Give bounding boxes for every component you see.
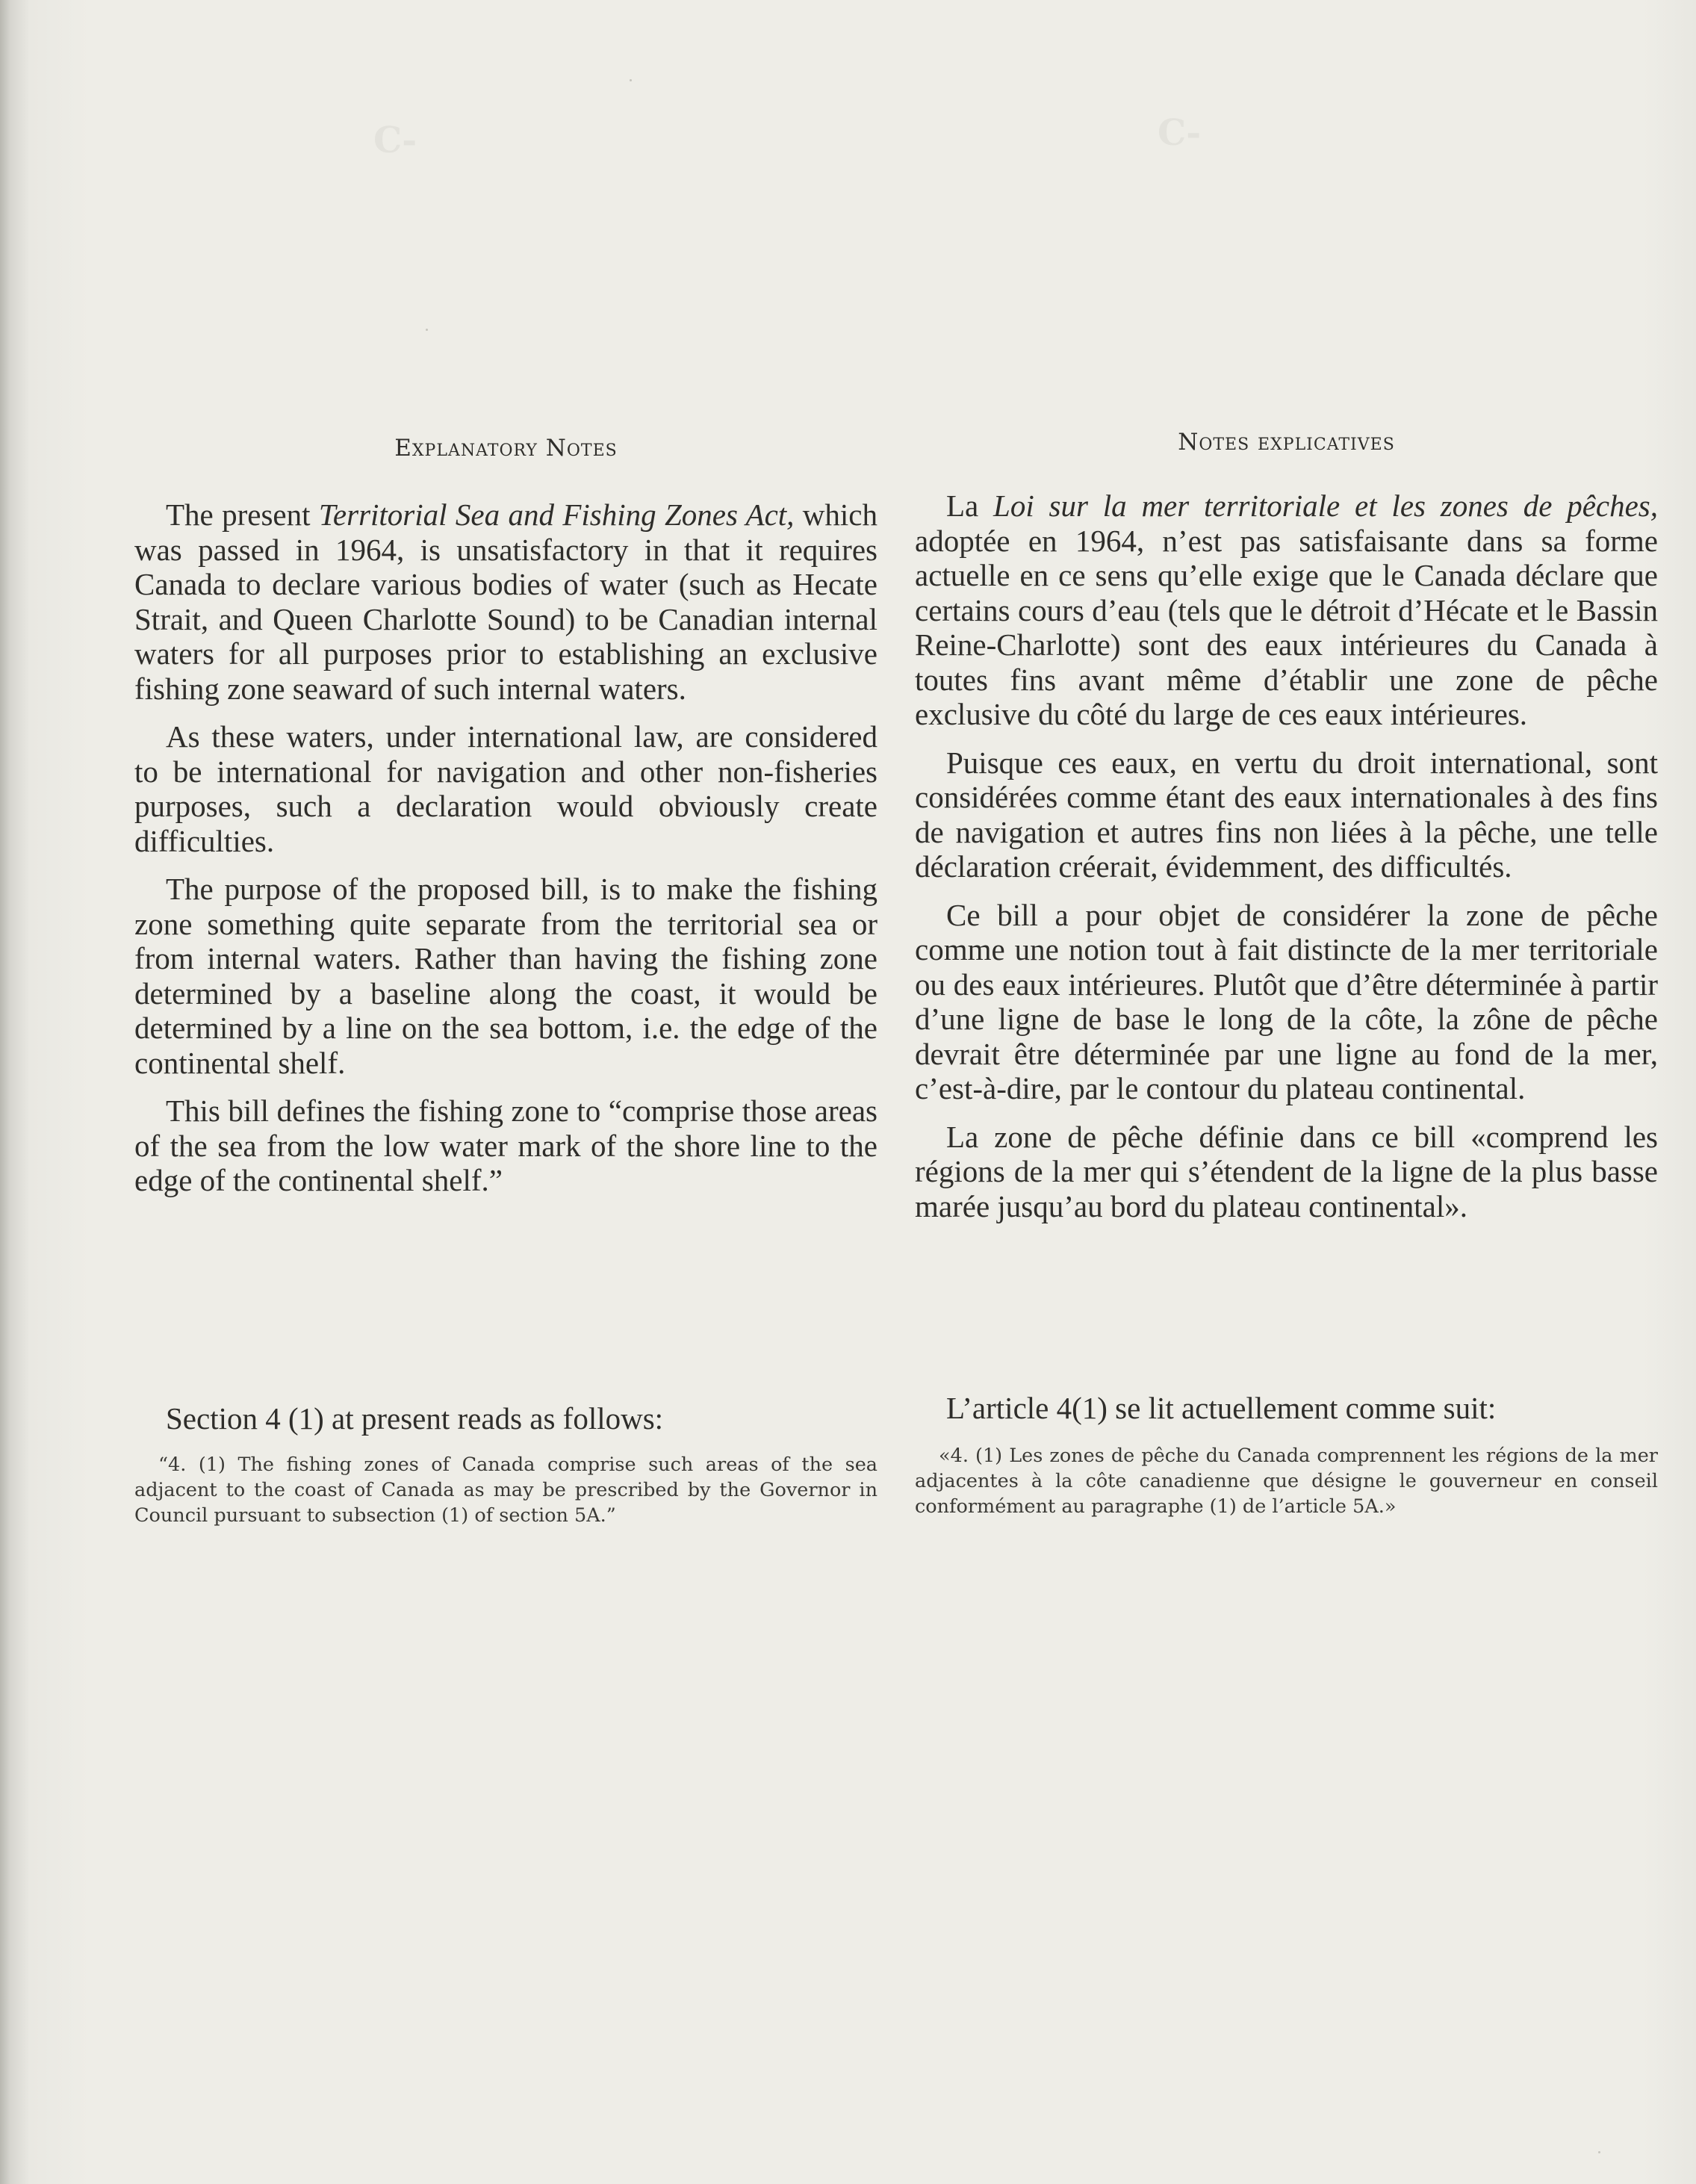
paper-speck [1598, 2151, 1600, 2153]
explanatory-notes-heading: Explanatory Notes [394, 435, 618, 462]
act-title: Territorial Sea and Fishing Zones Act, [318, 497, 795, 532]
english-paragraph-1 [134, 497, 877, 706]
english-body [134, 497, 877, 1212]
french-paragraph-1 [915, 488, 1658, 732]
paragraph-text: adoptée en 1964, n’est pas satisfaisante dans sa forme actuelle en ce sens qu’elle exige que le Canada déclare que certains cours d’eau (tels que le détroit d’Hécate et le Bassin Reine-Charlotte) sont des eaux intérieures du Canada à toutes fins avant même d’établir une zone de pêche exclusive du côté du large de ces eaux intérieures. [915, 523, 1658, 731]
paragraph-text: which was passed in 1964, is unsatisfactory in that it requires Canada to declare various bodies of water (such as Hecate Strait, and Queen Charlotte Sound) to be Canadian internal waters for all purposes prior to establishing an exclusive fishing zone seaward of such internal waters. [134, 497, 877, 706]
french-body [915, 488, 1658, 1237]
french-paragraph-2: Puisque ces eaux, en vertu du droit international, sont considérées comme étant des eaux internationales à des fins de navigation et autres fins non liées à la pêche, une telle déclaration créerait, évidemment, des difficultés. [915, 745, 1658, 884]
paragraph-text: La [946, 488, 994, 523]
english-paragraph-4: This bill defines the fishing zone to “comprise those areas of the sea from the low water mark of the shore line to the edge of the continental shelf.” [134, 1093, 877, 1197]
french-paragraph-3: Ce bill a pour objet de considérer la zone de pêche comme une notion tout à fait distincte de la mer territoriale ou des eaux intérieures. Plutôt que d’être déterminée à partir d’une ligne de base le long de la côte, la zône de pêche devrait être déterminée par une ligne au fond de la mer, c’est-à-dire, par le contour du plateau continental. [915, 897, 1658, 1105]
paper-speck [426, 329, 428, 331]
french-section-lead: L’article 4(1) se lit actuellement comme suit: [946, 1391, 1497, 1425]
english-paragraph-2: As these waters, under international law, are considered to be international for navigation and other non-fisheries purposes, such a declaration would obviously create difficulties. [134, 719, 877, 858]
french-paragraph-4: La zone de pêche définie dans ce bill «comprend les régions de la mer qui s’étendent de la ligne de la plus basse marée jusqu’au bord du plateau continental». [915, 1119, 1658, 1223]
paragraph-text: The present [166, 497, 319, 532]
act-title: Loi sur la mer territoriale et les zones de pêches, [993, 488, 1658, 523]
english-paragraph-3: The purpose of the proposed bill, is to make the fishing zone something quite separate from the territorial sea or from internal waters. Rather than having the fishing zone determined by a baseline along the coast, it would be determined by a line on the sea bottom, i.e. the edge of the continental shelf. [134, 872, 877, 1080]
bleed-through-mark: C- [1158, 112, 1251, 154]
french-section-quote: «4. (1) Les zones de pêche du Canada comprennent les régions de la mer adjacentes à la côte canadienne que désigne le gouverneur en conseil conformément au paragraphe (1) de l’article 5A.» [915, 1445, 1658, 1518]
paper-speck [630, 79, 632, 81]
english-section-quote: “4. (1) The fishing zones of Canada comprise such areas of the sea adjacent to the coast of Canada as may be prescribed by the Governor in Council pursuant to subsection (1) of section 5A.” [134, 1454, 877, 1527]
english-section-lead: Section 4 (1) at present reads as follows: [166, 1401, 664, 1436]
notes-explicatives-heading: Notes explicatives [1178, 429, 1395, 456]
bleed-through-mark: C- [373, 120, 467, 161]
